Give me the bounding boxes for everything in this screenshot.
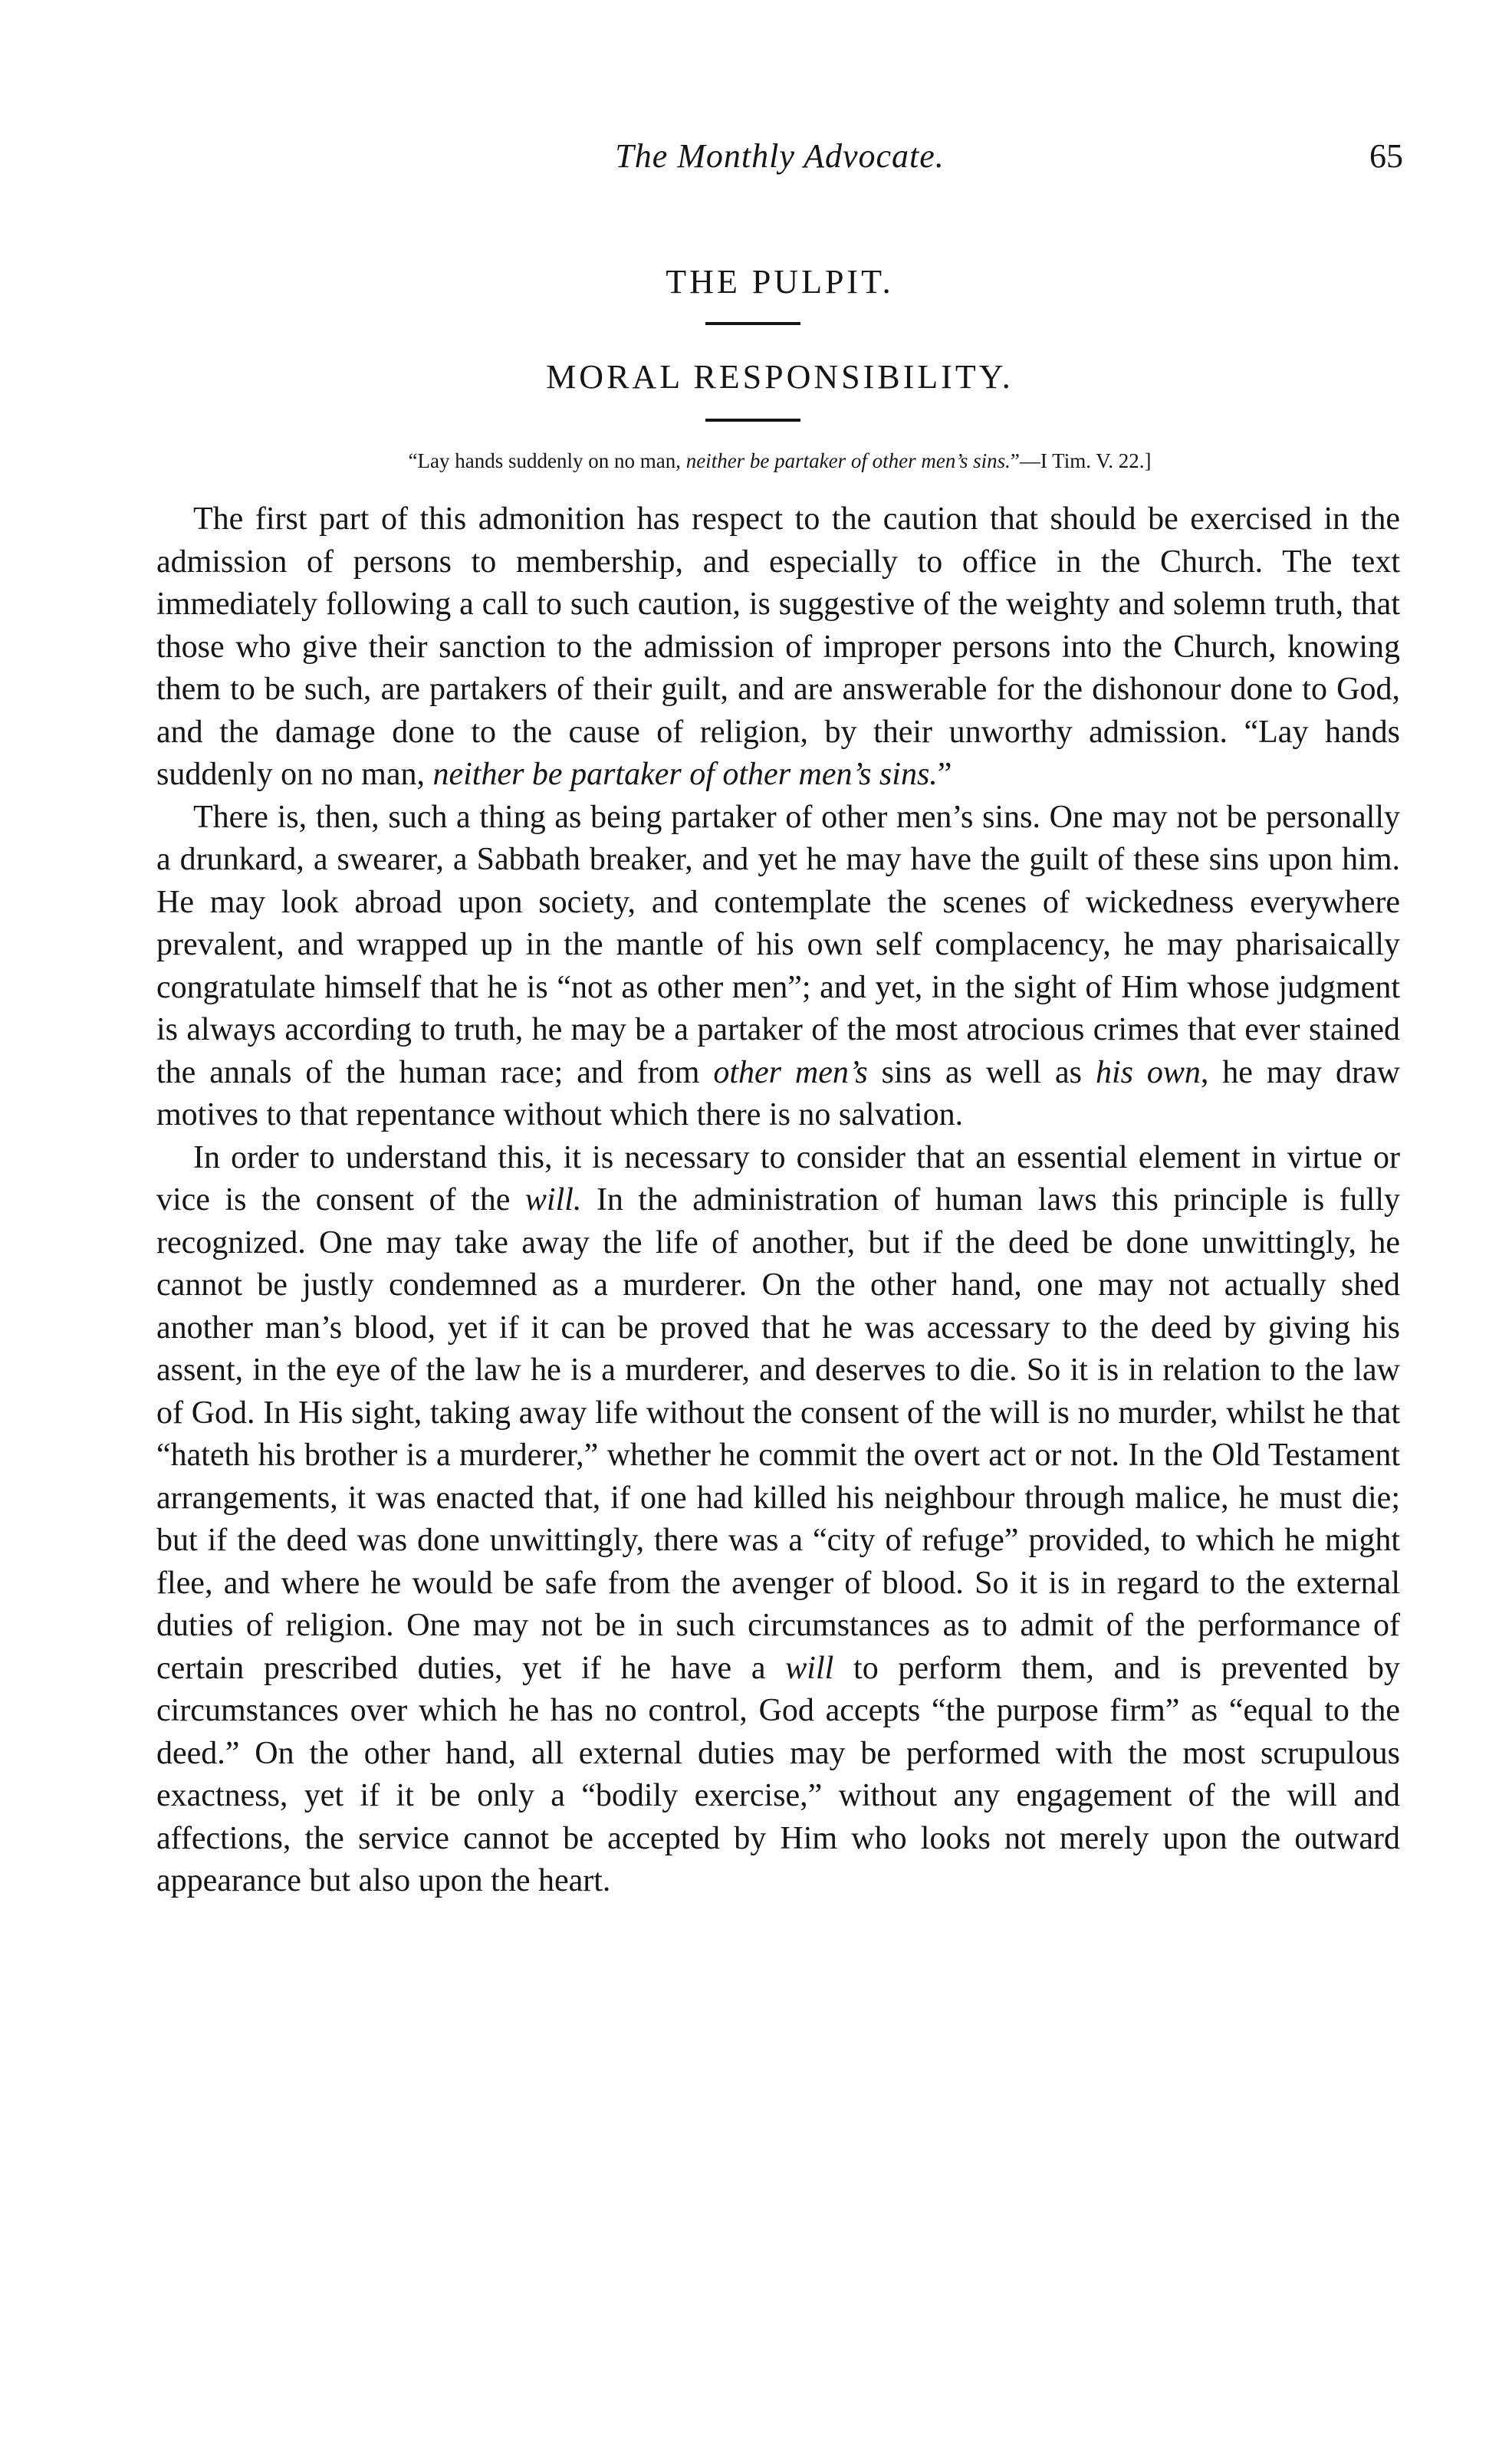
epigraph-open: “Lay hands suddenly on no man, (408, 449, 686, 472)
paragraph-1 (156, 498, 1400, 797)
paragraph-2-text-end: , he may draw motives to that repentance without which there is no salvation. (156, 1054, 1400, 1132)
journal-title: The Monthly Advocate. (615, 137, 945, 175)
paragraph-2-italic-other-mens: other men’s (713, 1054, 868, 1090)
paragraph-3-text-mid: In the administration of human laws this principle is fully recognized. One may take away the life of another, but if the deed be done unwittingly, he cannot be justly condemned as a murderer. On the other hand, one may not actually shed another man’s blood, yet if it can be proved that he was accessary to the deed by giving his assent, in the eye of the law he is a murderer, and deserves to die. So it is in relation to the law of God. In His sight, taking away life without the consent of the will is no murder, whilst he that “hateth his brother is a murderer,” whether he commit the overt act or not. In the Old Testament arrangements, it was enacted that, if one had killed his neighbour through malice, he must die; but if the deed was done unwittingly, there was a “city of refuge” provided, to which he might flee, and where he would be safe from the avenger of blood. So it is in regard to the external duties of religion. One may not be in such circumstances as to admit of the performance of certain prescribed duties, yet if he have a (156, 1182, 1400, 1686)
title-divider-rule (705, 322, 800, 325)
paragraph-1-close-quote: ” (937, 757, 952, 792)
paragraph-3-italic-will: will. (524, 1182, 582, 1218)
scripture-epigraph (156, 449, 1403, 473)
section-title: THE PULPIT. (666, 263, 894, 301)
article-title: MORAL RESPONSIBILITY. (546, 358, 1014, 396)
epigraph-divider-rule (705, 419, 800, 422)
paragraph-3 (156, 1137, 1400, 1903)
paragraph-3-text-end: to perform them, and is prevented by circumstances over which he has no control, God accepts “the purpose firm” as “equal to the deed.” On the other hand, all external duties may be performed with the most scrupulous exactness, yet if it be only a “bodily exercise,” without any engagement of the will and affections, the service cannot be accepted by Him who looks not merely upon the outward appearance but also upon the heart. (156, 1650, 1400, 1898)
paragraph-3-italic-will-2: will (785, 1650, 834, 1686)
paragraph-2-italic-his-own: his own (1095, 1054, 1201, 1090)
paragraph-2 (156, 797, 1400, 1137)
paragraph-3-text: In order to understand this, it is necessary to consider that an essential element in virtue or vice is the consent of the (156, 1139, 1400, 1218)
paragraph-2-text-mid: sins as well as (867, 1054, 1096, 1090)
epigraph-citation: ”—I Tim. V. 22.] (1010, 449, 1152, 472)
epigraph-italic: neither be partaker of other men’s sins. (685, 449, 1011, 472)
paragraph-1-text: The first part of this admonition has respect to the caution that should be exercised in the admission of persons to membership, and especially to office in the Church. The text immediately following a call to such caution, is suggestive of the weighty and solemn truth, that those who give their sanction to the admission of improper persons into the Church, knowing them to be such, are partakers of their guilt, and are answerable for the dishonour done to God, and the damage done to the cause of religion, by their unworthy admission. “Lay hands suddenly on no man, (156, 501, 1400, 792)
page-number: 65 (1369, 137, 1403, 175)
running-head (156, 136, 1403, 182)
article-body (156, 498, 1400, 1903)
paragraph-1-italic-quote: neither be partaker of other men’s sins. (432, 757, 938, 792)
paragraph-2-text: There is, then, such a thing as being partaker of other men’s sins. One may not be personally a drunkard, a swearer, a Sabbath breaker, and yet he may have the guilt of these sins upon him. He may look abroad upon society, and contemplate the scenes of wickedness everywhere prevalent, and wrapped up in the mantle of his own self complacency, he may pharisaically congratulate himself that he is “not as other men”; and yet, in the sight of Him whose judgment is always according to truth, he may be a partaker of the most atrocious crimes that ever stained the annals of the human race; and from (156, 799, 1400, 1090)
